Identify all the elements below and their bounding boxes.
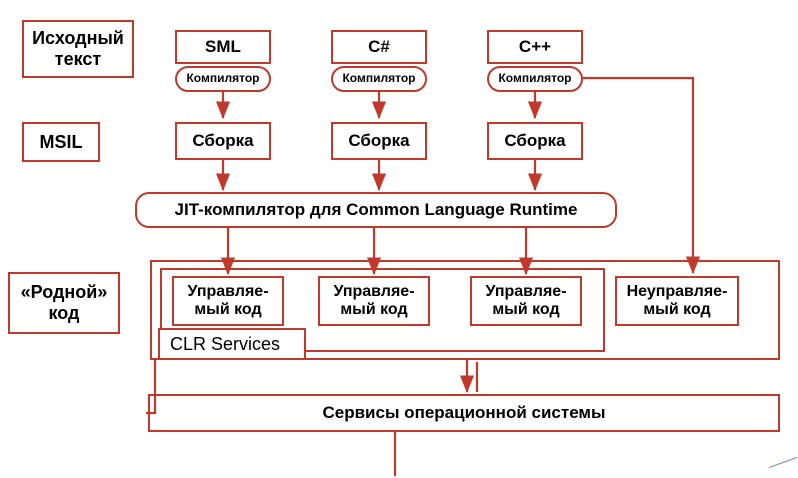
managed-code-box-3: Управляе-мый код (470, 276, 582, 326)
compiler-box-sml: Компилятор (175, 66, 271, 92)
compiler-box-csharp: Компилятор (331, 66, 427, 92)
jit-compiler-box: JIT-компилятор для Common Language Runtime (135, 192, 617, 228)
label-native-code: «Родной» код (8, 272, 120, 334)
compiler-box-cpp: Компилятор (487, 66, 583, 92)
managed-code-box-1: Управляе-мый код (172, 276, 284, 326)
source-box-sml: SML (175, 30, 271, 64)
os-services-box: Сервисы операционной системы (148, 394, 780, 432)
clr-services-box: CLR Services (158, 328, 306, 360)
assembly-box-cpp: Сборка (487, 122, 583, 160)
unmanaged-code-box: Неуправляе-мый код (615, 276, 739, 326)
label-msil: MSIL (22, 122, 100, 162)
assembly-box-csharp: Сборка (331, 122, 427, 160)
label-source-text: Исходный текст (22, 20, 134, 78)
source-box-csharp: C# (331, 30, 427, 64)
managed-code-box-2: Управляе-мый код (318, 276, 430, 326)
source-box-cpp: C++ (487, 30, 583, 64)
assembly-box-sml: Сборка (175, 122, 271, 160)
